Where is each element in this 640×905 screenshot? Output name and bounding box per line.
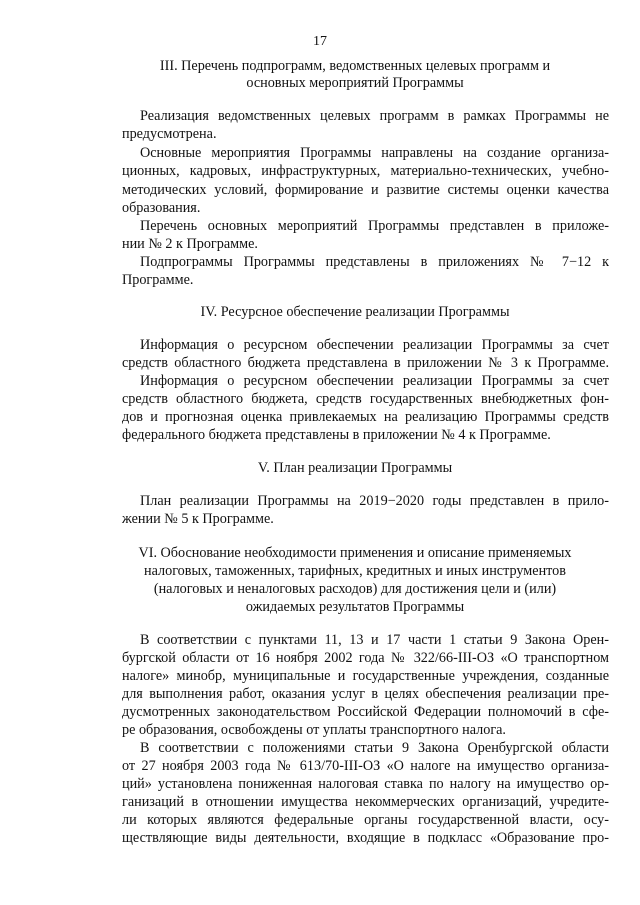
- section-3-text-line: Основные мероприятия Программы направлены на создание организа-: [140, 145, 609, 161]
- section-4-text-line: Информация о ресурсном обеспечении реализации Программы за счет: [140, 337, 609, 353]
- section-6-text-line: ре образования, освобождены от уплаты транспортного налога.: [122, 722, 506, 738]
- section-3-text-line: Перечень основных мероприятий Программы представлен в приложе-: [140, 218, 609, 234]
- section-4-text-line: Информация о ресурсном обеспечении реализации Программы за счет: [140, 373, 609, 389]
- section-6-text-line: ществляющие виды деятельности, входящие в подкласс «Образование про-: [122, 830, 609, 846]
- section-6-text-line: дусмотренных законодательством Российской Федерации полномочий в сфе-: [122, 704, 609, 720]
- section-3-text-line: Подпрограммы Программы представлены в приложениях № 7−12 к: [140, 254, 609, 270]
- section-4-text-line: средств областного бюджета представлена в приложении № 3 к Программе.: [122, 355, 609, 371]
- section-3-text-line: образования.: [122, 200, 201, 216]
- section-6-text-line: В соответствии с пунктами 11, 13 и 17 части 1 статьи 9 Закона Орен-: [140, 632, 609, 648]
- section-3-text-line: Реализация ведомственных целевых программ в рамках Программы не: [140, 108, 609, 124]
- section-3-text-line: ционных, кадровых, инфраструктурных, материально-технических, учебно-: [122, 163, 609, 179]
- section-5-text-line: жении № 5 к Программе.: [122, 511, 274, 527]
- section-3-heading-line-1: III. Перечень подпрограмм, ведомственных целевых программ и: [159, 58, 551, 74]
- section-5-heading: V. План реализации Программы: [257, 460, 453, 476]
- section-6-heading-line-2: налоговых, таможенных, тарифных, кредитных и иных инструментов: [144, 563, 566, 579]
- section-6-heading-line-3: (налоговых и неналоговых расходов) для достижения цели и (или): [153, 581, 557, 597]
- section-6-text-line: бургской области от 16 ноября 2002 года № 322/66-III-ОЗ «О транспортном: [122, 650, 609, 666]
- section-3-text-line: Программе.: [122, 272, 194, 288]
- section-6-text-line: ций» установлена пониженная налоговая ставка по налогу на имущество ор-: [122, 776, 609, 792]
- section-3-text-line: методических условий, формирование и развитие системы оценки качества: [122, 182, 609, 198]
- section-3-text-line: нии № 2 к Программе.: [122, 236, 258, 252]
- section-6-text-line: от 27 ноября 2003 года № 613/70-III-ОЗ «О налоге на имущество организа-: [122, 758, 609, 774]
- section-6-text-line: налоге» минобр, муниципальные и государственные учреждения, созданные: [122, 668, 609, 684]
- section-6-heading-line-4: ожидаемых результатов Программы: [245, 599, 465, 615]
- section-6-text-line: ли которых являются федеральные органы государственной власти, осу-: [122, 812, 609, 828]
- section-6-text-line: ганизаций в отношении имущества некоммерческих организаций, учредите-: [122, 794, 609, 810]
- section-4-heading: IV. Ресурсное обеспечение реализации Программы: [200, 304, 510, 320]
- section-6-text-line: для выполнения работ, оказания услуг в целях обеспечения реализации пре-: [122, 686, 609, 702]
- section-4-text-line: дов и прогнозная оценка привлекаемых на реализацию Программы средств: [122, 409, 609, 425]
- section-5-text-line: План реализации Программы на 2019−2020 годы представлен в прило-: [140, 493, 609, 509]
- section-3-heading-line-2: основных мероприятий Программы: [246, 75, 464, 91]
- page-number: 17: [313, 34, 327, 49]
- section-6-heading-line-1: VI. Обоснование необходимости применения и описание применяемых: [138, 545, 572, 561]
- section-4-text-line: федерального бюджета представлены в приложении № 4 к Программе.: [122, 427, 551, 443]
- section-3-text-line: предусмотрена.: [122, 126, 217, 142]
- section-6-text-line: В соответствии с положениями статьи 9 Закона Оренбургской области: [140, 740, 609, 756]
- section-4-text-line: средств областного бюджета, средств государственных внебюджетных фон-: [122, 391, 609, 407]
